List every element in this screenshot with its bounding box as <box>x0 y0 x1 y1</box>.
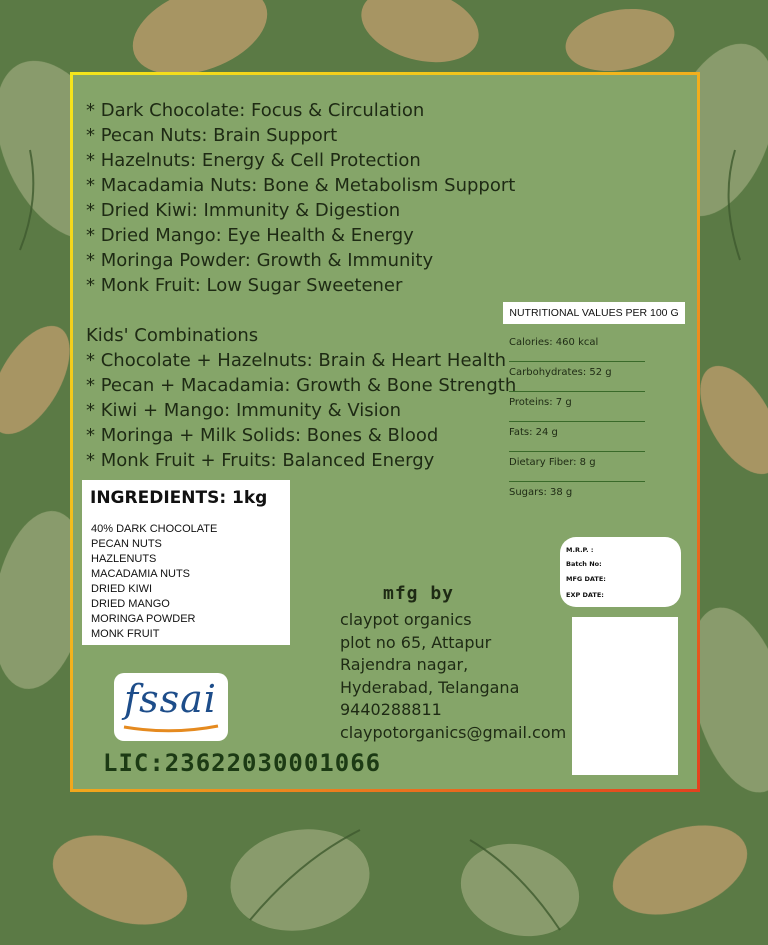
email-address: claypotorganics@gmail.com <box>340 722 567 742</box>
batch-label: Batch No: <box>566 560 602 568</box>
address-line: Rajendra nagar, <box>340 655 469 674</box>
address-line: plot no 65, Attapur <box>340 632 492 652</box>
kids-combination-item: * Monk Fruit + Fruits: Balanced Energy <box>86 450 435 471</box>
address-line: claypot organics <box>340 610 472 629</box>
ingredient-item: MORINGA POWDER <box>91 613 196 625</box>
barcode-area <box>572 617 678 775</box>
kids-combination-item: * Kiwi + Mango: Immunity & Vision <box>86 400 402 421</box>
ingredient-item: PECAN NUTS <box>91 538 162 550</box>
ingredients-title: INGREDIENTS: 1kg <box>90 488 268 508</box>
kids-combination-item: * Moringa + Milk Solids: Bones & Blood <box>86 425 439 446</box>
benefit-item: * Pecan Nuts: Brain Support <box>86 125 338 146</box>
fssai-license-number: LIC:23622030001066 <box>103 749 382 777</box>
nutrition-row: Proteins: 7 g <box>509 392 645 422</box>
ingredient-item: MONK FRUIT <box>91 628 160 640</box>
manufacturer-address <box>340 609 566 744</box>
fssai-swoosh-icon <box>122 723 220 733</box>
kids-combination-item: * Chocolate + Hazelnuts: Brain & Heart Health <box>86 350 507 371</box>
ingredient-item: DRIED KIWI <box>91 583 153 595</box>
benefit-item: * Hazelnuts: Energy & Cell Protection <box>86 150 421 171</box>
ingredient-item: DRIED MANGO <box>91 598 170 610</box>
manufacturer-title: mfg by <box>383 583 455 604</box>
benefit-item: * Dried Mango: Eye Health & Energy <box>86 225 414 246</box>
mrp-label: M.R.P. : <box>566 546 594 554</box>
fssai-logo-text: fssai <box>124 677 217 721</box>
benefit-item: * Monk Fruit: Low Sugar Sweetener <box>86 275 403 296</box>
benefit-item: * Dark Chocolate: Focus & Circulation <box>86 100 425 121</box>
phone-number: 9440288811 <box>340 700 442 719</box>
exp-date-label: EXP DATE: <box>566 591 604 599</box>
benefit-item: * Moringa Powder: Growth & Immunity <box>86 250 434 271</box>
nutrition-row: Carbohydrates: 52 g <box>509 362 645 392</box>
address-line: Hyderabad, Telangana <box>340 677 520 697</box>
nutrition-header: NUTRITIONAL VALUES PER 100 G <box>503 302 685 324</box>
kids-combinations-title: Kids' Combinations <box>86 325 259 346</box>
ingredient-item: MACADAMIA NUTS <box>91 568 191 580</box>
nutrition-row: Dietary Fiber: 8 g <box>509 452 645 482</box>
nutrition-row: Sugars: 38 g <box>509 487 573 498</box>
pack-info-box <box>560 537 681 607</box>
nutrition-row: Fats: 24 g <box>509 422 645 452</box>
ingredients-box <box>82 480 290 645</box>
ingredient-item: 40% DARK CHOCOLATE <box>91 523 218 535</box>
ingredient-item: HAZLENUTS <box>91 553 157 565</box>
nutrition-row: Calories: 460 kcal <box>509 332 645 362</box>
ingredients-list <box>91 522 217 642</box>
benefit-item: * Dried Kiwi: Immunity & Digestion <box>86 200 401 221</box>
kids-combination-item: * Pecan + Macadamia: Growth & Bone Strength <box>86 375 517 396</box>
fssai-logo <box>114 673 228 741</box>
benefits-list <box>86 98 516 473</box>
mfg-date-label: MFG DATE: <box>566 575 606 583</box>
benefit-item: * Macadamia Nuts: Bone & Metabolism Support <box>86 175 516 196</box>
